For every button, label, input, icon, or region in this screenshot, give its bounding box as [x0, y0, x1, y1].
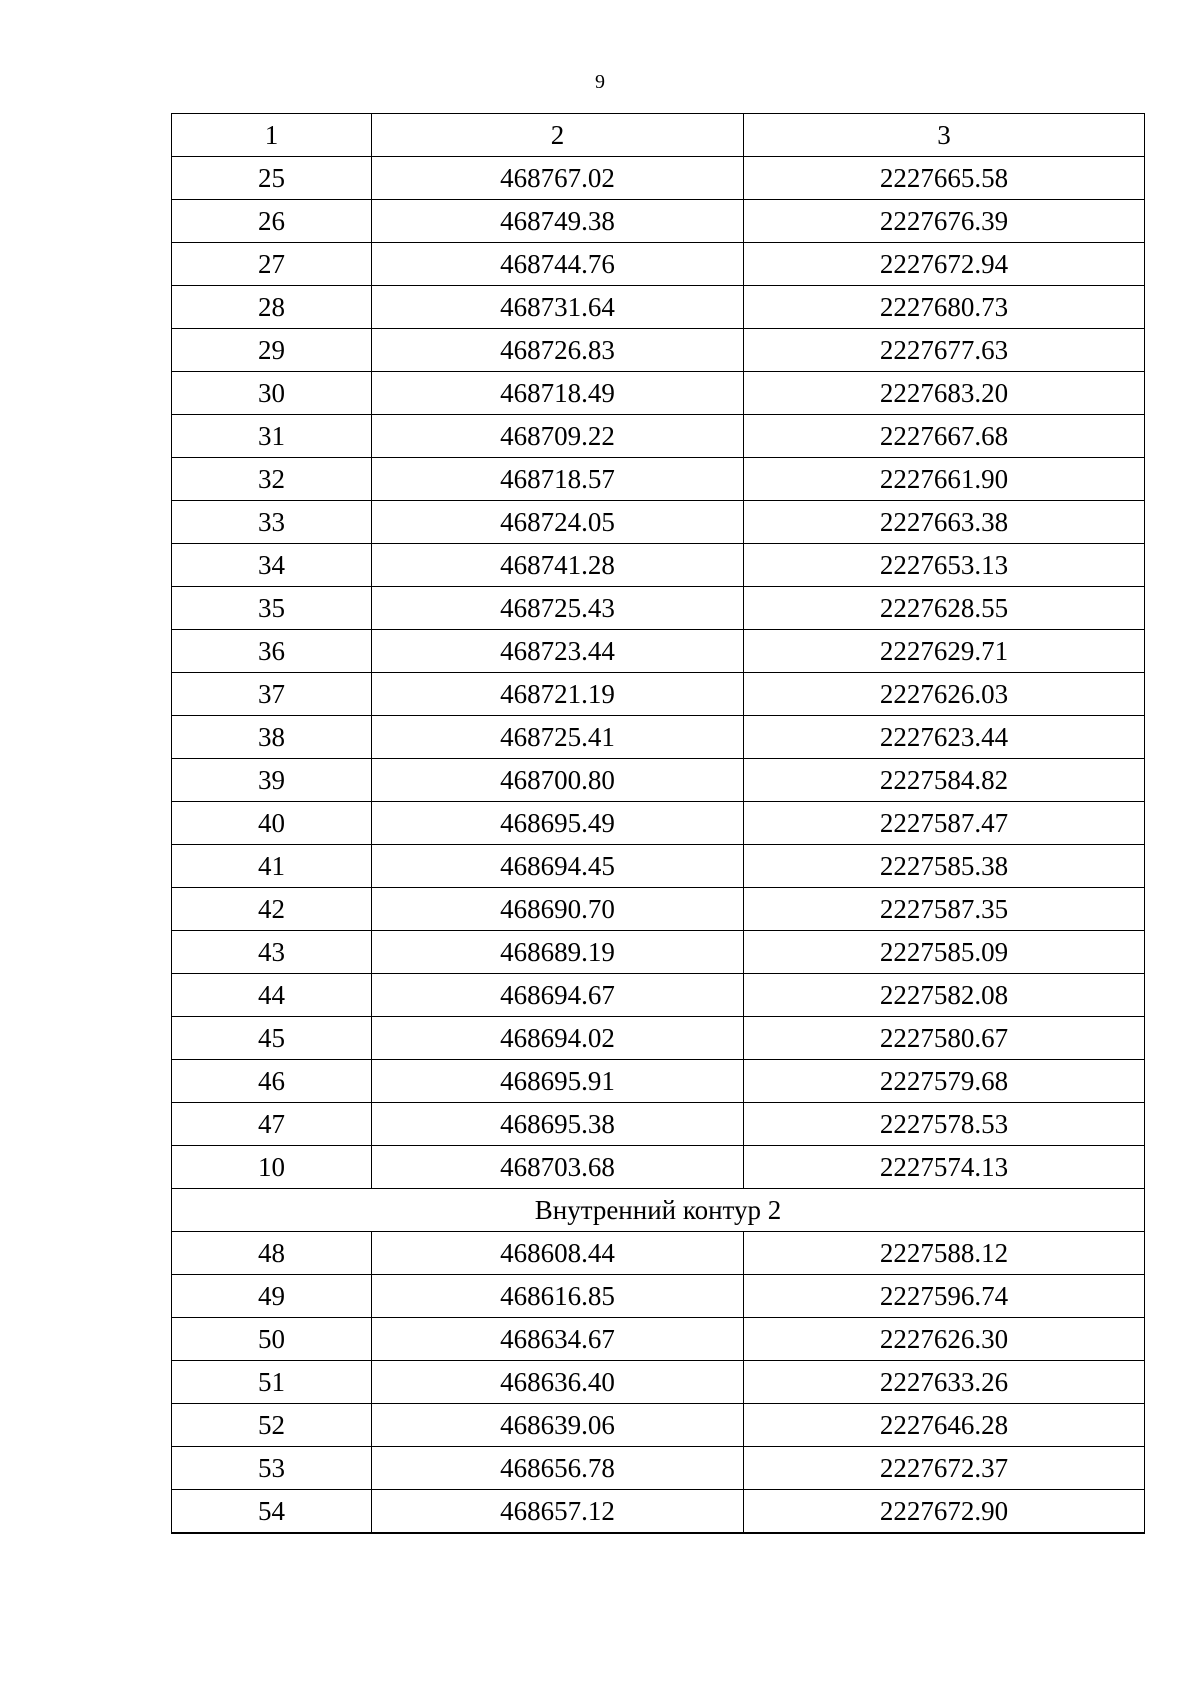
- point-number-cell: 32: [172, 458, 372, 501]
- table-row: [172, 1275, 1145, 1318]
- x-coordinate-cell: 468767.02: [372, 157, 744, 200]
- y-coordinate-cell: 2227582.08: [744, 974, 1145, 1017]
- x-coordinate-cell: 468694.02: [372, 1017, 744, 1060]
- x-coordinate-cell: 468724.05: [372, 501, 744, 544]
- y-coordinate-cell: 2227667.68: [744, 415, 1145, 458]
- x-coordinate-cell: 468731.64: [372, 286, 744, 329]
- point-number-cell: 26: [172, 200, 372, 243]
- y-coordinate-cell: 2227629.71: [744, 630, 1145, 673]
- column-header-3: 3: [744, 114, 1145, 157]
- x-coordinate-cell: 468695.49: [372, 802, 744, 845]
- point-number-cell: 51: [172, 1361, 372, 1404]
- y-coordinate-cell: 2227672.94: [744, 243, 1145, 286]
- point-number-cell: 30: [172, 372, 372, 415]
- x-coordinate-cell: 468695.38: [372, 1103, 744, 1146]
- x-coordinate-cell: 468616.85: [372, 1275, 744, 1318]
- point-number-cell: 41: [172, 845, 372, 888]
- y-coordinate-cell: 2227653.13: [744, 544, 1145, 587]
- page-number: 9: [595, 71, 605, 93]
- y-coordinate-cell: 2227585.38: [744, 845, 1145, 888]
- y-coordinate-cell: 2227626.03: [744, 673, 1145, 716]
- x-coordinate-cell: 468634.67: [372, 1318, 744, 1361]
- point-number-cell: 49: [172, 1275, 372, 1318]
- x-coordinate-cell: 468656.78: [372, 1447, 744, 1490]
- x-coordinate-cell: 468694.67: [372, 974, 744, 1017]
- table-row: [172, 200, 1145, 243]
- point-number-cell: 45: [172, 1017, 372, 1060]
- y-coordinate-cell: 2227672.90: [744, 1490, 1145, 1534]
- x-coordinate-cell: 468690.70: [372, 888, 744, 931]
- y-coordinate-cell: 2227626.30: [744, 1318, 1145, 1361]
- point-number-cell: 42: [172, 888, 372, 931]
- x-coordinate-cell: 468608.44: [372, 1232, 744, 1275]
- y-coordinate-cell: 2227680.73: [744, 286, 1145, 329]
- table-row: [172, 1060, 1145, 1103]
- y-coordinate-cell: 2227623.44: [744, 716, 1145, 759]
- y-coordinate-cell: 2227683.20: [744, 372, 1145, 415]
- point-number-cell: 10: [172, 1146, 372, 1189]
- point-number-cell: 50: [172, 1318, 372, 1361]
- x-coordinate-cell: 468744.76: [372, 243, 744, 286]
- table-row: [172, 458, 1145, 501]
- table-row: [172, 329, 1145, 372]
- y-coordinate-cell: 2227676.39: [744, 200, 1145, 243]
- table-row: [172, 243, 1145, 286]
- section-title: Внутренний контур 2: [172, 1189, 1145, 1232]
- point-number-cell: 38: [172, 716, 372, 759]
- x-coordinate-cell: 468689.19: [372, 931, 744, 974]
- table-row: [172, 1146, 1145, 1189]
- x-coordinate-cell: 468723.44: [372, 630, 744, 673]
- y-coordinate-cell: 2227596.74: [744, 1275, 1145, 1318]
- table-row: [172, 372, 1145, 415]
- table-row: [172, 157, 1145, 200]
- x-coordinate-cell: 468725.41: [372, 716, 744, 759]
- y-coordinate-cell: 2227628.55: [744, 587, 1145, 630]
- table-row: [172, 759, 1145, 802]
- x-coordinate-cell: 468657.12: [372, 1490, 744, 1534]
- table-row: [172, 974, 1145, 1017]
- point-number-cell: 27: [172, 243, 372, 286]
- table-row: [172, 544, 1145, 587]
- table-row: [172, 1361, 1145, 1404]
- table-row: [172, 501, 1145, 544]
- point-number-cell: 29: [172, 329, 372, 372]
- table-header-row: [172, 114, 1145, 157]
- point-number-cell: 31: [172, 415, 372, 458]
- column-header-2: 2: [372, 114, 744, 157]
- section-row: [172, 1189, 1145, 1232]
- point-number-cell: 34: [172, 544, 372, 587]
- y-coordinate-cell: 2227646.28: [744, 1404, 1145, 1447]
- x-coordinate-cell: 468709.22: [372, 415, 744, 458]
- y-coordinate-cell: 2227574.13: [744, 1146, 1145, 1189]
- point-number-cell: 35: [172, 587, 372, 630]
- y-coordinate-cell: 2227677.63: [744, 329, 1145, 372]
- table-row: [172, 1404, 1145, 1447]
- point-number-cell: 43: [172, 931, 372, 974]
- table-row: [172, 1103, 1145, 1146]
- table-row: [172, 1318, 1145, 1361]
- coordinates-table-body: [172, 114, 1145, 1534]
- point-number-cell: 44: [172, 974, 372, 1017]
- x-coordinate-cell: 468725.43: [372, 587, 744, 630]
- point-number-cell: 54: [172, 1490, 372, 1534]
- y-coordinate-cell: 2227663.38: [744, 501, 1145, 544]
- point-number-cell: 47: [172, 1103, 372, 1146]
- table-row: [172, 630, 1145, 673]
- y-coordinate-cell: 2227587.35: [744, 888, 1145, 931]
- table-row: [172, 845, 1145, 888]
- table-row: [172, 1490, 1145, 1534]
- y-coordinate-cell: 2227588.12: [744, 1232, 1145, 1275]
- table-row: [172, 587, 1145, 630]
- table-row: [172, 802, 1145, 845]
- y-coordinate-cell: 2227580.67: [744, 1017, 1145, 1060]
- y-coordinate-cell: 2227672.37: [744, 1447, 1145, 1490]
- y-coordinate-cell: 2227584.82: [744, 759, 1145, 802]
- y-coordinate-cell: 2227585.09: [744, 931, 1145, 974]
- table-row: [172, 286, 1145, 329]
- point-number-cell: 39: [172, 759, 372, 802]
- x-coordinate-cell: 468718.49: [372, 372, 744, 415]
- point-number-cell: 37: [172, 673, 372, 716]
- column-header-1: 1: [172, 114, 372, 157]
- x-coordinate-cell: 468700.80: [372, 759, 744, 802]
- x-coordinate-cell: 468703.68: [372, 1146, 744, 1189]
- x-coordinate-cell: 468726.83: [372, 329, 744, 372]
- table-row: [172, 673, 1145, 716]
- x-coordinate-cell: 468718.57: [372, 458, 744, 501]
- table-row: [172, 888, 1145, 931]
- y-coordinate-cell: 2227633.26: [744, 1361, 1145, 1404]
- point-number-cell: 33: [172, 501, 372, 544]
- table-row: [172, 415, 1145, 458]
- table-row: [172, 931, 1145, 974]
- point-number-cell: 48: [172, 1232, 372, 1275]
- table-row: [172, 1447, 1145, 1490]
- x-coordinate-cell: 468749.38: [372, 200, 744, 243]
- point-number-cell: 52: [172, 1404, 372, 1447]
- y-coordinate-cell: 2227665.58: [744, 157, 1145, 200]
- point-number-cell: 46: [172, 1060, 372, 1103]
- x-coordinate-cell: 468639.06: [372, 1404, 744, 1447]
- x-coordinate-cell: 468694.45: [372, 845, 744, 888]
- table-row: [172, 716, 1145, 759]
- point-number-cell: 40: [172, 802, 372, 845]
- x-coordinate-cell: 468695.91: [372, 1060, 744, 1103]
- y-coordinate-cell: 2227587.47: [744, 802, 1145, 845]
- x-coordinate-cell: 468721.19: [372, 673, 744, 716]
- table-row: [172, 1017, 1145, 1060]
- x-coordinate-cell: 468741.28: [372, 544, 744, 587]
- y-coordinate-cell: 2227579.68: [744, 1060, 1145, 1103]
- point-number-cell: 53: [172, 1447, 372, 1490]
- point-number-cell: 36: [172, 630, 372, 673]
- y-coordinate-cell: 2227578.53: [744, 1103, 1145, 1146]
- point-number-cell: 25: [172, 157, 372, 200]
- table-row: [172, 1232, 1145, 1275]
- point-number-cell: 28: [172, 286, 372, 329]
- x-coordinate-cell: 468636.40: [372, 1361, 744, 1404]
- y-coordinate-cell: 2227661.90: [744, 458, 1145, 501]
- coordinates-table: [171, 113, 1145, 1534]
